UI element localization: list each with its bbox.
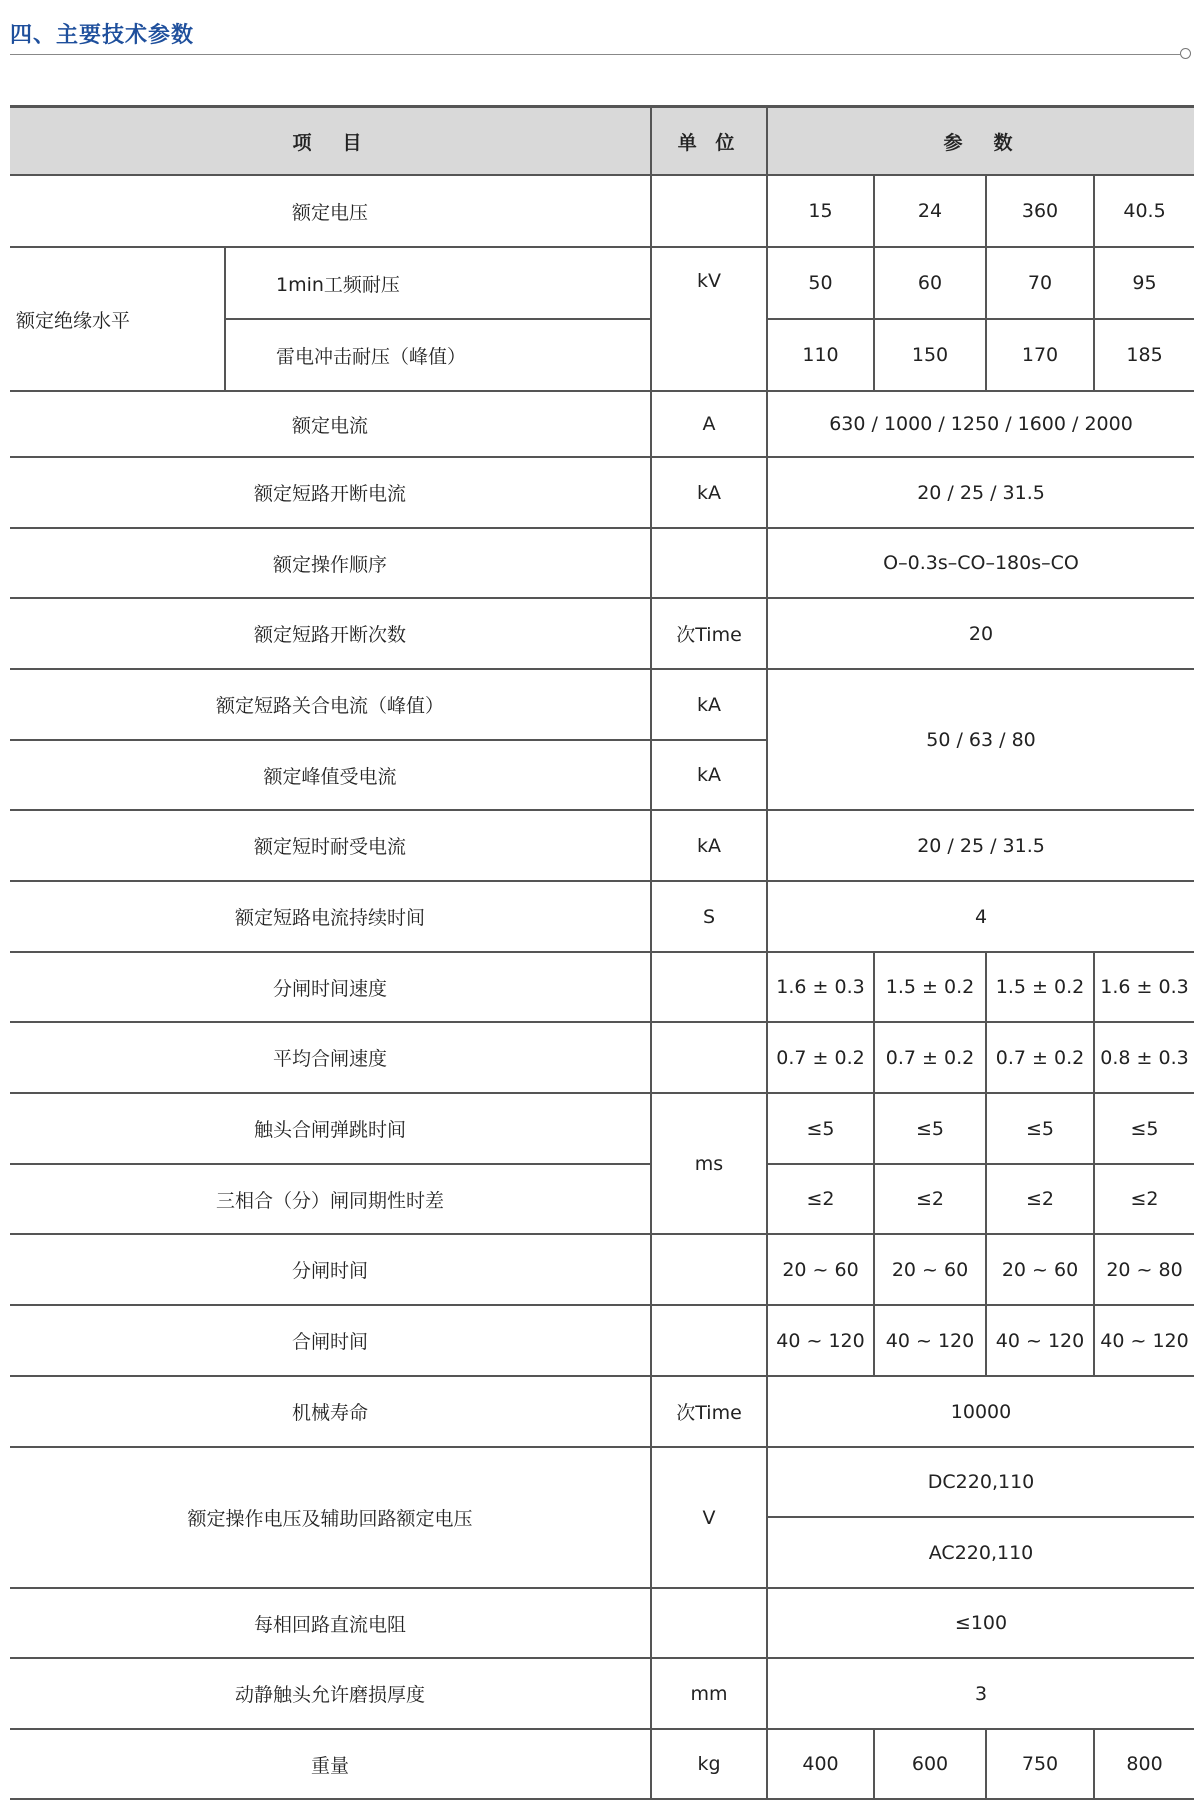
value-cell: 1.6 ± 0.3: [767, 952, 874, 1022]
row-unit: V: [651, 1447, 767, 1588]
section-title: 四、主要技术参数: [10, 23, 195, 48]
table-row: [10, 528, 1194, 598]
row-unit: [651, 528, 767, 598]
value-cell: 400: [767, 1729, 874, 1799]
table-row: [10, 1658, 1194, 1729]
table-row: [10, 952, 1194, 1022]
value-cell: 60: [874, 247, 986, 319]
row-unit: 次Time: [651, 598, 767, 669]
value-cell: 0.7 ± 0.2: [986, 1022, 1094, 1093]
divider-end-circle-icon: [1180, 48, 1191, 59]
row-unit: A: [651, 391, 767, 457]
row-unit: S: [651, 881, 767, 952]
row-unit: kg: [651, 1729, 767, 1799]
table-row: [10, 1729, 1194, 1799]
table-row: [10, 1376, 1194, 1447]
value-cell: 20 ~ 80: [1094, 1234, 1194, 1305]
table-row: [10, 247, 1194, 319]
value-cell: ≤100: [767, 1588, 1194, 1658]
row-label: 额定电压: [10, 175, 651, 247]
table-row: [10, 1164, 1194, 1234]
header-unit: 单 位: [651, 107, 767, 176]
value-cell: 1.5 ± 0.2: [874, 952, 986, 1022]
value-cell: 360: [986, 175, 1094, 247]
value-cell: AC220,110: [767, 1517, 1194, 1588]
value-cell: 0.7 ± 0.2: [767, 1022, 874, 1093]
row-unit: kV: [651, 247, 767, 391]
value-cell: 1.6 ± 0.3: [1094, 952, 1194, 1022]
value-cell: 185: [1094, 319, 1194, 391]
row-label: 额定短路关合电流（峰值）: [10, 669, 651, 740]
title-divider: [10, 54, 1180, 55]
row-unit: kA: [651, 810, 767, 881]
table-row: [10, 1305, 1194, 1376]
table-row: [10, 1588, 1194, 1658]
row-label: 额定短路开断次数: [10, 598, 651, 669]
row-label: 额定操作电压及辅助回路额定电压: [10, 1447, 651, 1588]
row-unit: kA: [651, 457, 767, 528]
table-row: [10, 881, 1194, 952]
table-row: [10, 669, 1194, 740]
sub-row-label: 1min工频耐压: [225, 247, 651, 319]
value-cell: 24: [874, 175, 986, 247]
value-cell: 20 ~ 60: [874, 1234, 986, 1305]
value-cell: 3: [767, 1658, 1194, 1729]
row-unit: kA: [651, 669, 767, 740]
table-row: [10, 1022, 1194, 1093]
row-label: 额定绝缘水平: [10, 247, 225, 391]
row-unit: [651, 1588, 767, 1658]
value-cell: 630 / 1000 / 1250 / 1600 / 2000: [767, 391, 1194, 457]
table-row: [10, 457, 1194, 528]
row-label: 三相合（分）闸同期性时差: [10, 1164, 651, 1234]
value-cell: DC220,110: [767, 1447, 1194, 1517]
table-row: [10, 1093, 1194, 1164]
row-label: 触头合闸弹跳时间: [10, 1093, 651, 1164]
row-label: 额定电流: [10, 391, 651, 457]
row-unit: 次Time: [651, 1376, 767, 1447]
row-unit: ms: [651, 1093, 767, 1234]
table-row: [10, 1234, 1194, 1305]
value-cell: 1.5 ± 0.2: [986, 952, 1094, 1022]
value-cell: 800: [1094, 1729, 1194, 1799]
value-cell: 50 / 63 / 80: [767, 669, 1194, 810]
row-label: 额定短路电流持续时间: [10, 881, 651, 952]
row-label: 机械寿命: [10, 1376, 651, 1447]
header-params: 参 数: [767, 107, 1194, 176]
row-label: 重量: [10, 1729, 651, 1799]
value-cell: ≤2: [1094, 1164, 1194, 1234]
table-row: [10, 810, 1194, 881]
value-cell: ≤2: [874, 1164, 986, 1234]
table-row: [10, 175, 1194, 247]
sub-row-label: 雷电冲击耐压（峰值）: [225, 319, 651, 391]
value-cell: 70: [986, 247, 1094, 319]
value-cell: ≤2: [767, 1164, 874, 1234]
row-label: 额定峰值受电流: [10, 740, 651, 810]
value-cell: 40.5: [1094, 175, 1194, 247]
row-unit: mm: [651, 1658, 767, 1729]
value-cell: 600: [874, 1729, 986, 1799]
value-cell: 20 / 25 / 31.5: [767, 457, 1194, 528]
value-cell: 20 / 25 / 31.5: [767, 810, 1194, 881]
table-row: [10, 391, 1194, 457]
value-cell: 4: [767, 881, 1194, 952]
value-cell: 20 ~ 60: [767, 1234, 874, 1305]
value-cell: 750: [986, 1729, 1094, 1799]
value-cell: 40 ~ 120: [874, 1305, 986, 1376]
value-cell: 0.7 ± 0.2: [874, 1022, 986, 1093]
value-cell: 40 ~ 120: [767, 1305, 874, 1376]
row-label: 每相回路直流电阻: [10, 1588, 651, 1658]
table-row: [10, 598, 1194, 669]
value-cell: 15: [767, 175, 874, 247]
table-row: [10, 1447, 1194, 1517]
header-item: 项 目: [10, 107, 651, 176]
row-label: 分闸时间: [10, 1234, 651, 1305]
row-unit: kA: [651, 740, 767, 810]
value-cell: ≤2: [986, 1164, 1094, 1234]
row-unit: [651, 1234, 767, 1305]
value-cell: 150: [874, 319, 986, 391]
value-cell: 95: [1094, 247, 1194, 319]
row-unit: [651, 175, 767, 247]
value-cell: 40 ~ 120: [986, 1305, 1094, 1376]
row-label: 合闸时间: [10, 1305, 651, 1376]
value-cell: 170: [986, 319, 1094, 391]
row-label: 平均合闸速度: [10, 1022, 651, 1093]
spec-table: [10, 105, 1194, 1800]
value-cell: 0.8 ± 0.3: [1094, 1022, 1194, 1093]
value-cell: ≤5: [874, 1093, 986, 1164]
row-label: 额定短时耐受电流: [10, 810, 651, 881]
value-cell: 40 ~ 120: [1094, 1305, 1194, 1376]
value-cell: 20 ~ 60: [986, 1234, 1094, 1305]
row-unit: [651, 1305, 767, 1376]
row-label: 分闸时间速度: [10, 952, 651, 1022]
value-cell: ≤5: [986, 1093, 1094, 1164]
value-cell: 50: [767, 247, 874, 319]
value-cell: ≤5: [1094, 1093, 1194, 1164]
value-cell: 10000: [767, 1376, 1194, 1447]
row-label: 动静触头允许磨损厚度: [10, 1658, 651, 1729]
value-cell: 110: [767, 319, 874, 391]
value-cell: O–0.3s–CO–180s–CO: [767, 528, 1194, 598]
value-cell: 20: [767, 598, 1194, 669]
row-label: 额定操作顺序: [10, 528, 651, 598]
table-header-row: [10, 107, 1194, 176]
row-unit: [651, 1022, 767, 1093]
value-cell: ≤5: [767, 1093, 874, 1164]
row-label: 额定短路开断电流: [10, 457, 651, 528]
row-unit: [651, 952, 767, 1022]
